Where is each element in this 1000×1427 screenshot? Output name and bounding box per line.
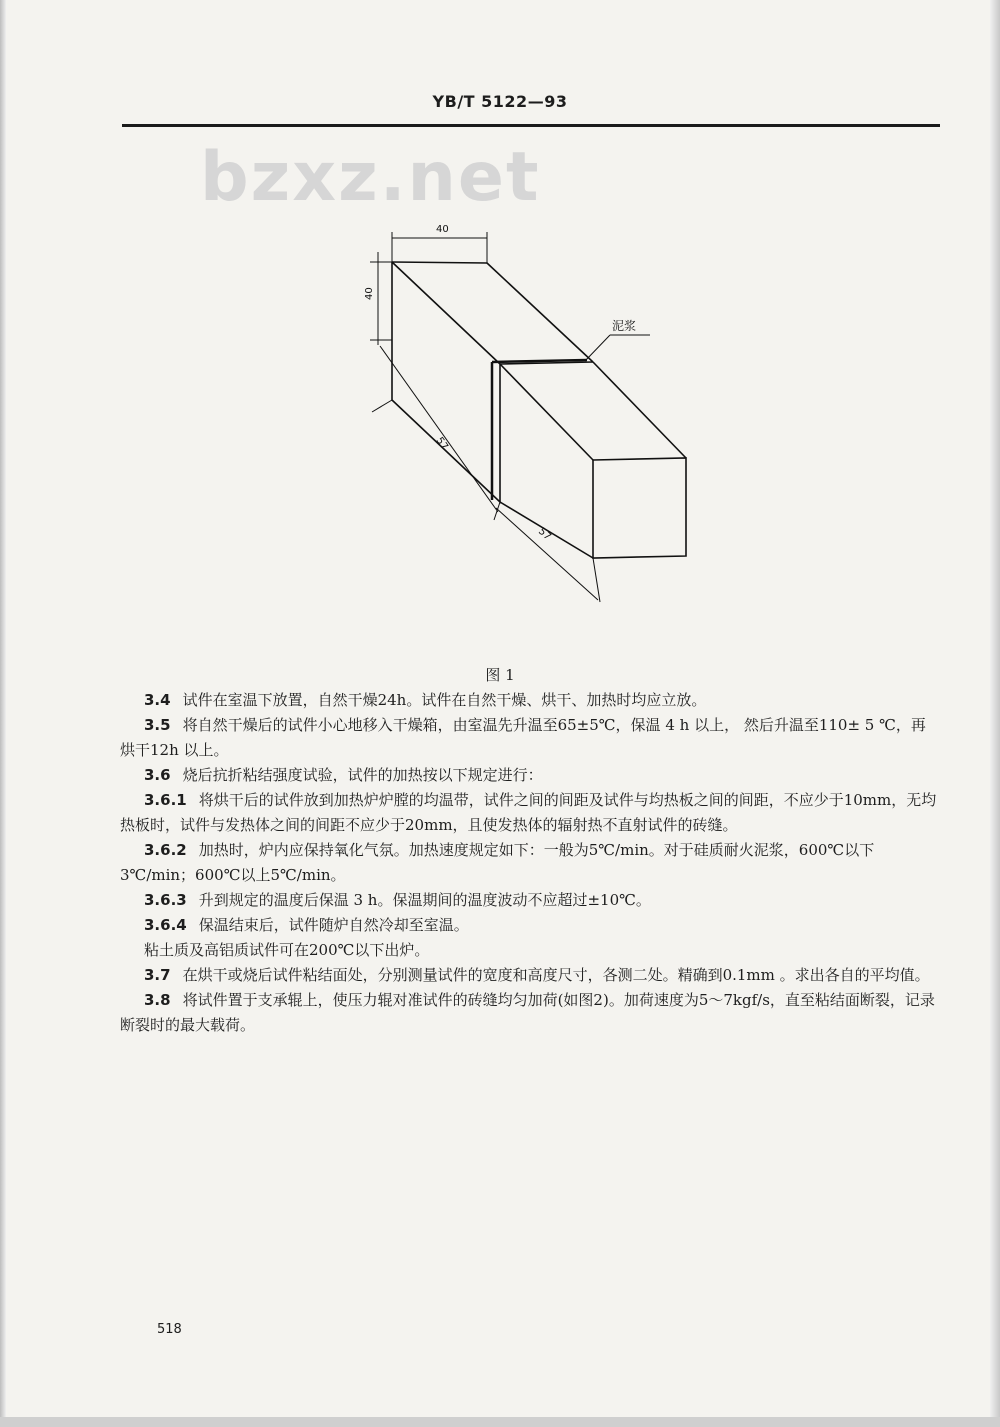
clause-text: 将试件置于支承辊上，使压力辊对准试件的砖缝均匀加荷(如图2)。加荷速度为5～7kgf/s，直至粘结面断裂，记录断裂时的最大载荷。 <box>120 991 935 1034</box>
clause-3-8 <box>120 988 940 1038</box>
clause-text: 升到规定的温度后保温 3 h。保温期间的温度波动不应超过±10℃。 <box>198 891 651 909</box>
left-block-outline <box>392 262 500 502</box>
clause-text: 加热时，炉内应保持氧化气氛。加热速度规定如下：一般为5℃/min。对于硅质耐火泥浆，600℃以下3℃/min；600℃以上5℃/min。 <box>120 841 875 884</box>
clause-number: 3.5 <box>144 716 171 734</box>
figure-1-specimen-drawing <box>0 0 1000 700</box>
clause-3-5 <box>120 713 940 763</box>
clause-text: 粘土质及高铝质试件可在200℃以下出炉。 <box>144 941 430 959</box>
body-text <box>120 688 940 1038</box>
clause-number: 3.4 <box>144 691 171 709</box>
clause-number: 3.6.3 <box>144 891 187 909</box>
clause-number: 3.6.1 <box>144 791 187 809</box>
clause-text: 烧后抗折粘结强度试验，试件的加热按以下规定进行： <box>182 766 543 784</box>
dim-length-right-label: 57 <box>535 526 553 543</box>
clause-text: 在烘干或烧后试件粘结面处，分别测量试件的宽度和高度尺寸，各测二处。精确到0.1mm 。求出各自的平均值。 <box>182 966 930 984</box>
clause-text: 试件在室温下放置，自然干燥24h。试件在自然干燥、烘干、加热时均应立放。 <box>182 691 707 709</box>
clause-3-6-3 <box>120 888 940 913</box>
standard-code: YB/T 5122—93 <box>432 92 568 111</box>
clause-text: 保温结束后，试件随炉自然冷却至室温。 <box>198 916 469 934</box>
clause-3-4 <box>120 688 940 713</box>
left-block-top-edge <box>392 262 487 263</box>
watermark: bzxz.net <box>200 138 541 217</box>
clause-number: 3.7 <box>144 966 171 984</box>
mortar-label: 泥浆 <box>612 319 637 333</box>
clause-text: 将自然干燥后的试件小心地移入干燥箱，由室温先升温至65±5℃，保温 4 h 以上， 然后升温至110± 5 ℃，再烘干12h 以上。 <box>120 716 926 759</box>
clause-number: 3.8 <box>144 991 171 1009</box>
clause-3-6-4 <box>120 913 940 938</box>
clause-number: 3.6.2 <box>144 841 187 859</box>
dim-length-left-label: 57 <box>433 435 450 453</box>
figure-caption: 图 1 <box>485 666 515 684</box>
clause-3-7 <box>120 963 940 988</box>
clause-3-6 <box>120 763 940 788</box>
clause-3-6-4-note <box>120 938 940 963</box>
clause-number: 3.6 <box>144 766 171 784</box>
page-number: 518 <box>157 1322 182 1337</box>
dim-width-label: 40 <box>436 224 449 235</box>
clause-3-6-1 <box>120 788 940 838</box>
clause-text: 将烘干后的试件放到加热炉炉膛的均温带，试件之间的间距及试件与均热板之间的间距，不应少于10mm，无均热板时，试件与发热体之间的间距不应少于20mm，且使发热体的辐射热不直射试件的砖缝。 <box>120 791 937 834</box>
clause-3-6-2 <box>120 838 940 888</box>
scan-edge-bottom <box>0 1417 1000 1427</box>
clause-number: 3.6.4 <box>144 916 187 934</box>
dim-height-label: 40 <box>364 287 375 300</box>
right-block-front-face <box>593 458 686 558</box>
